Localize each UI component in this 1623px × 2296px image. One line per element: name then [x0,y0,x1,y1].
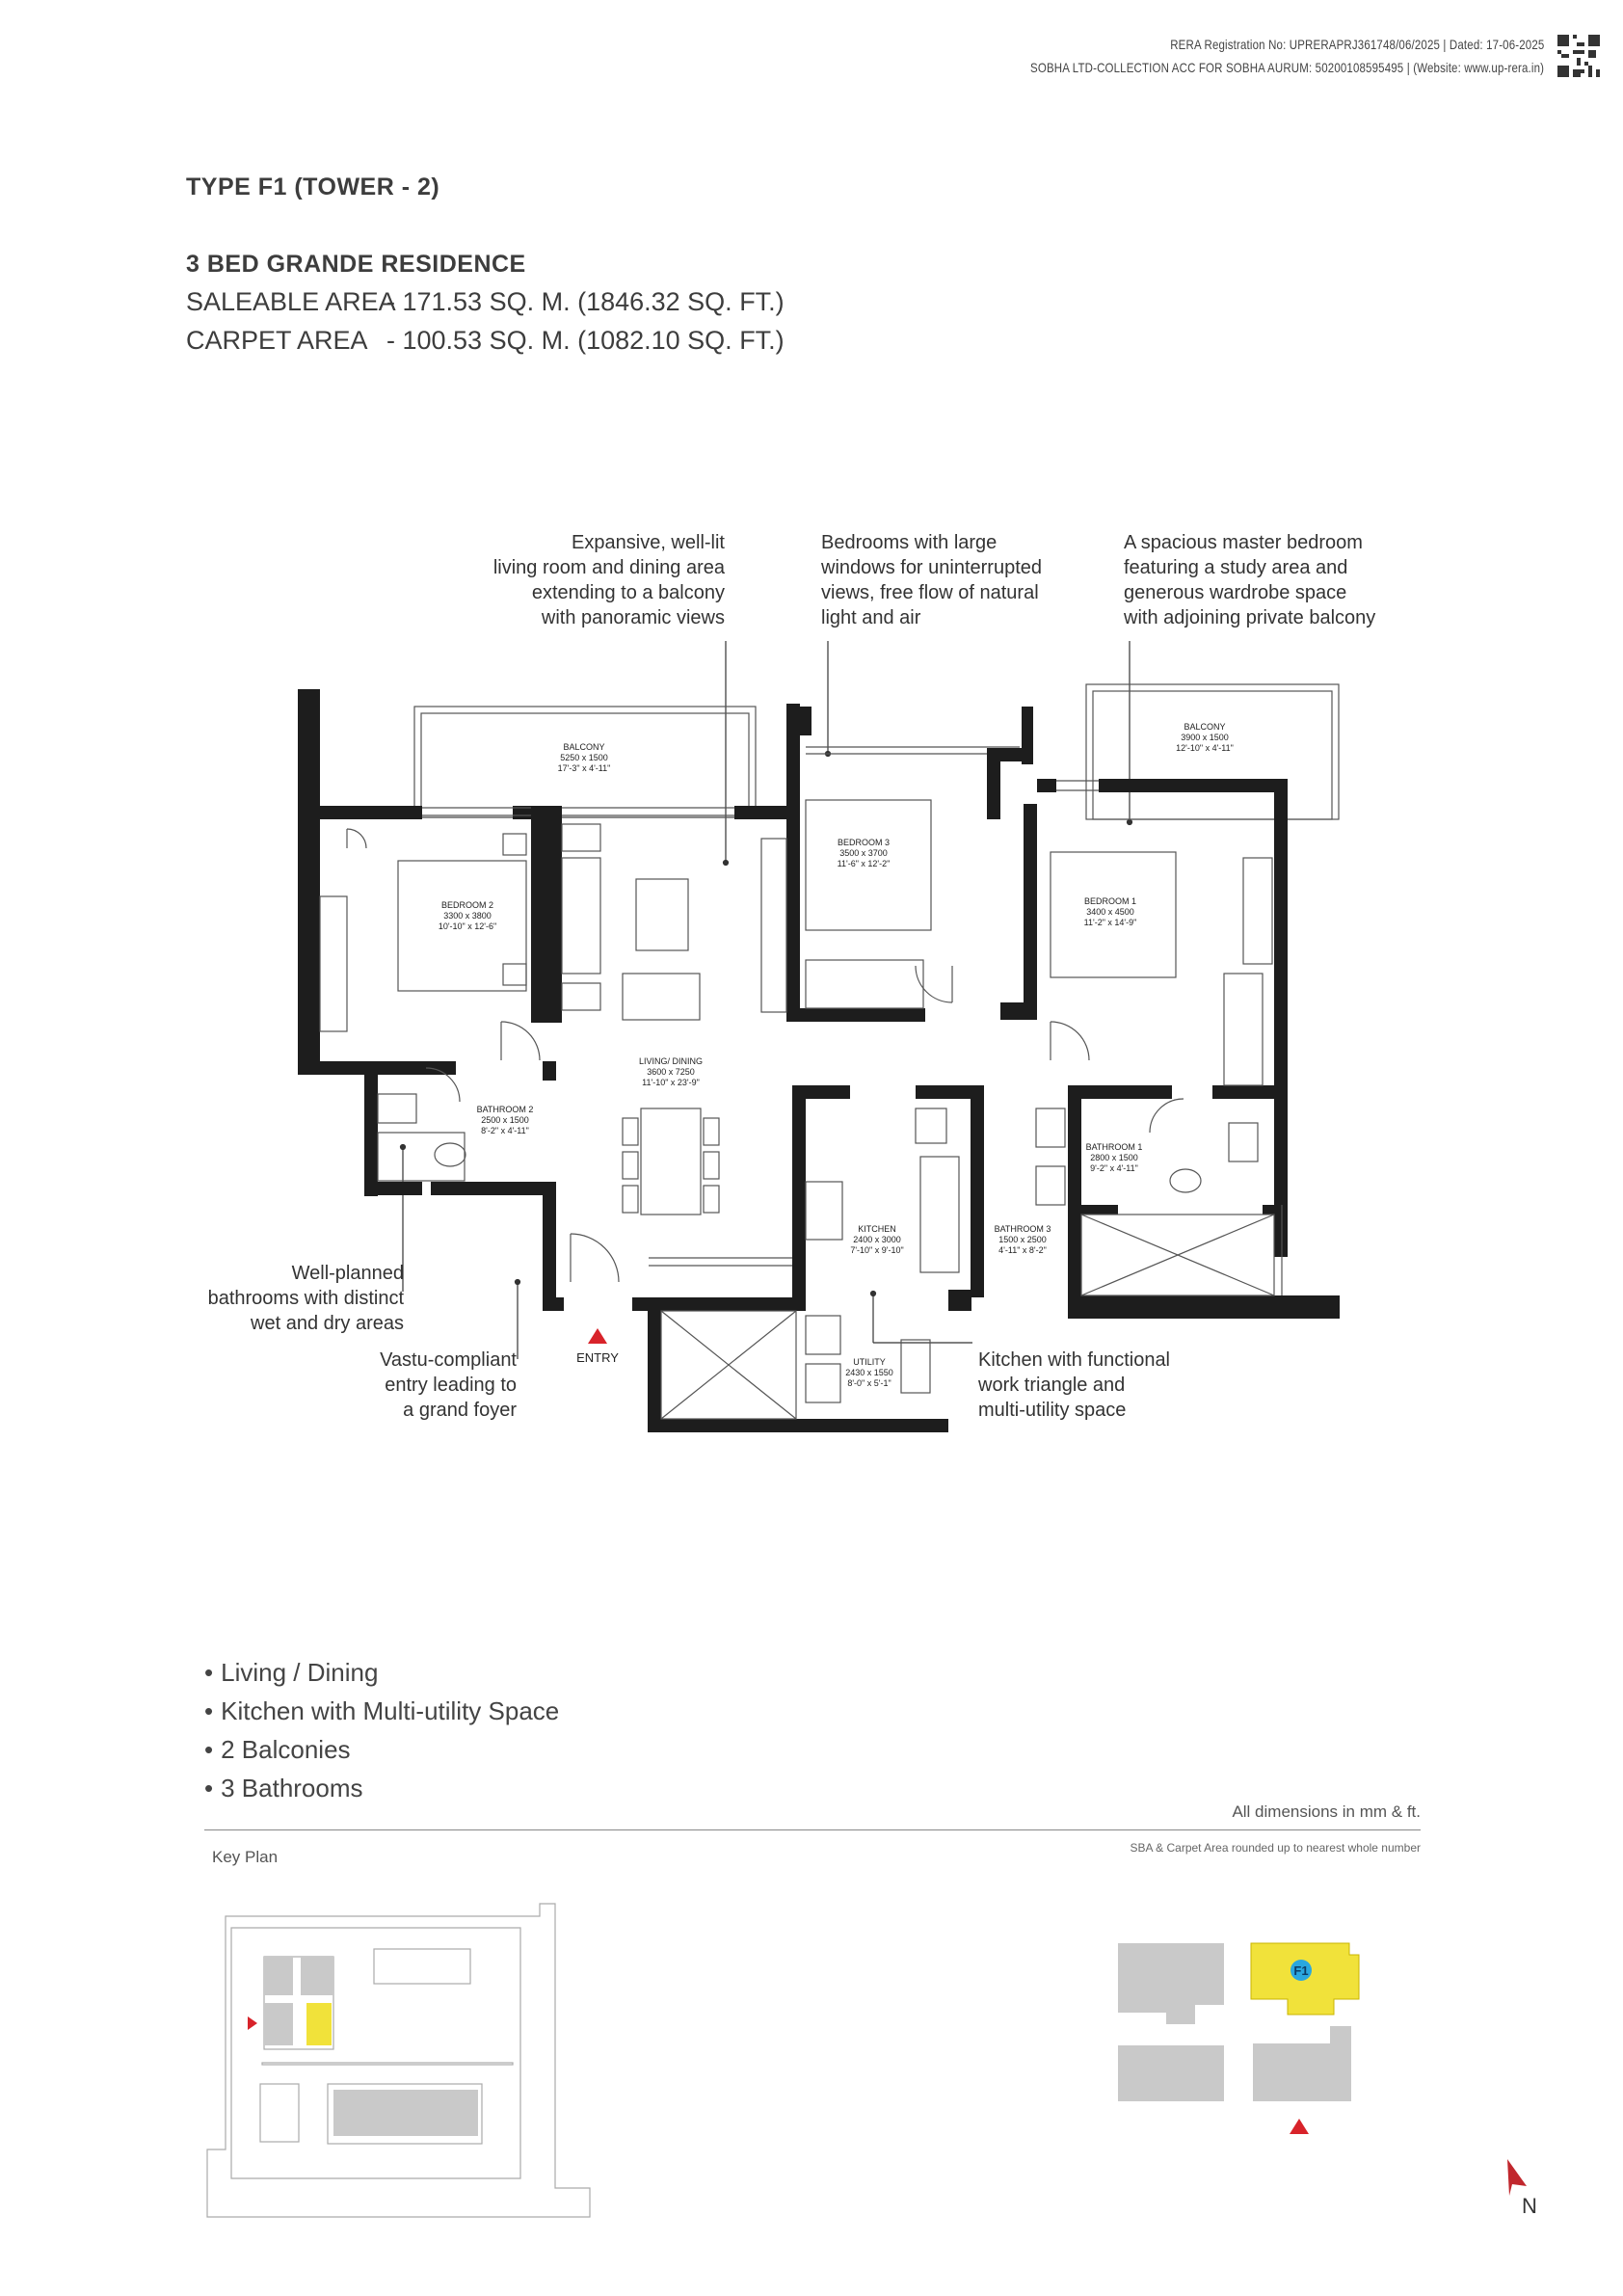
kitchen-name: KITCHEN [858,1224,896,1234]
saleable-area-value: - 171.53 SQ. M. (1846.32 SQ. FT.) [386,287,785,316]
dimensions-note: All dimensions in mm & ft. [1232,1802,1421,1821]
bathroom3-metric: 1500 x 2500 [998,1235,1047,1244]
north-label: N [1522,2194,1537,2218]
account-line: SOBHA LTD-COLLECTION ACC FOR SOBHA AURUM: 50200108595495 | (Website: www.up-rera.in) [1029,60,1544,75]
bathroom1-imperial: 9'-2" x 4'-11" [1090,1163,1138,1173]
bathroom2-imperial: 8'-2" x 4'-11" [481,1126,529,1135]
living-name: LIVING/ DINING [638,1056,704,1066]
living-imperial: 11'-10" x 23'-9" [642,1078,700,1087]
feature-item: • Living / Dining [204,1653,559,1692]
bathroom2-name: BATHROOM 2 [476,1105,534,1114]
callout-master: A spacious master bedroom featuring a study area and generous wardrobe space with adjoining private balcony [1124,532,1376,628]
residence-title: 3 BED GRANDE RESIDENCE [186,251,526,278]
balcony-left-imperial: 17'-3" x 4'-11" [557,763,611,773]
kitchen-metric: 2400 x 3000 [853,1235,901,1244]
utility-metric: 2430 x 1550 [845,1368,893,1377]
callout-bedrooms: Bedrooms with large windows for uninterrupted views, free flow of natural light and air [821,532,1043,628]
feature-item: • 3 Bathrooms [204,1769,559,1807]
bedroom2-imperial: 10'-10" x 12'-6" [438,921,497,931]
bedroom3-metric: 3500 x 3700 [839,848,888,858]
bathroom3-name: BATHROOM 3 [994,1224,1051,1234]
bedroom1-name: BEDROOM 1 [1083,896,1137,906]
unit-type-title: TYPE F1 (TOWER - 2) [186,174,440,200]
utility-imperial: 8'-0" x 5'-1" [847,1378,891,1388]
feature-item: • 2 Balconies [204,1730,559,1769]
bathroom3-imperial: 4'-11" x 8'-2" [998,1245,1047,1255]
tower-entry-arrow-icon [1290,2119,1309,2134]
callout-living: Expansive, well-lit living room and dining area extending to a balcony with panoramic views [492,532,725,628]
bedroom2-metric: 3300 x 3800 [443,911,492,921]
callout-kitchen: Kitchen with functional work triangle and multi-utility space [978,1349,1171,1421]
balcony-left-metric: 5250 x 1500 [560,753,608,762]
bedroom3-name: BEDROOM 3 [837,838,891,847]
bathroom1-metric: 2800 x 1500 [1090,1153,1138,1162]
bedroom1-imperial: 11'-2" x 14'-9" [1083,918,1137,927]
rounding-note: SBA & Carpet Area rounded up to nearest whole number [1130,1841,1421,1855]
bathroom2-metric: 2500 x 1500 [481,1115,529,1125]
balcony-right-metric: 3900 x 1500 [1181,733,1229,742]
callout-bathrooms: Well-planned bathrooms with distinct wet and dry areas [207,1263,404,1334]
unit-badge-label: F1 [1293,1963,1309,1978]
saleable-area-label: SALEABLE AREA [186,287,396,316]
balcony-right-name: BALCONY [1184,722,1226,732]
bedroom1-metric: 3400 x 4500 [1086,907,1134,917]
feature-item: • Kitchen with Multi-utility Space [204,1692,559,1730]
bathroom1-name: BATHROOM 1 [1085,1142,1143,1152]
carpet-area-label: CARPET AREA [186,326,368,355]
bedroom2-name: BEDROOM 2 [440,900,494,910]
balcony-left-name: BALCONY [563,742,605,752]
callout-entry: Vastu-compliant entry leading to a grand foyer [380,1349,517,1421]
carpet-area-value: - 100.53 SQ. M. (1082.10 SQ. FT.) [386,326,785,355]
rera-registration: RERA Registration No: UPRERAPRJ361748/06/2025 | Dated: 17-06-2025 [1169,37,1544,52]
bedroom3-imperial: 11'-6" x 12'-2" [837,859,891,868]
north-arrow-icon [1507,2159,1527,2196]
living-metric: 3600 x 7250 [647,1067,695,1077]
utility-name: UTILITY [853,1357,886,1367]
key-plan-label: Key Plan [212,1848,279,1866]
kitchen-imperial: 7'-10" x 9'-10" [850,1245,904,1255]
entry-label: ENTRY [576,1350,619,1365]
balcony-right-imperial: 12'-10" x 4'-11" [1176,743,1234,753]
